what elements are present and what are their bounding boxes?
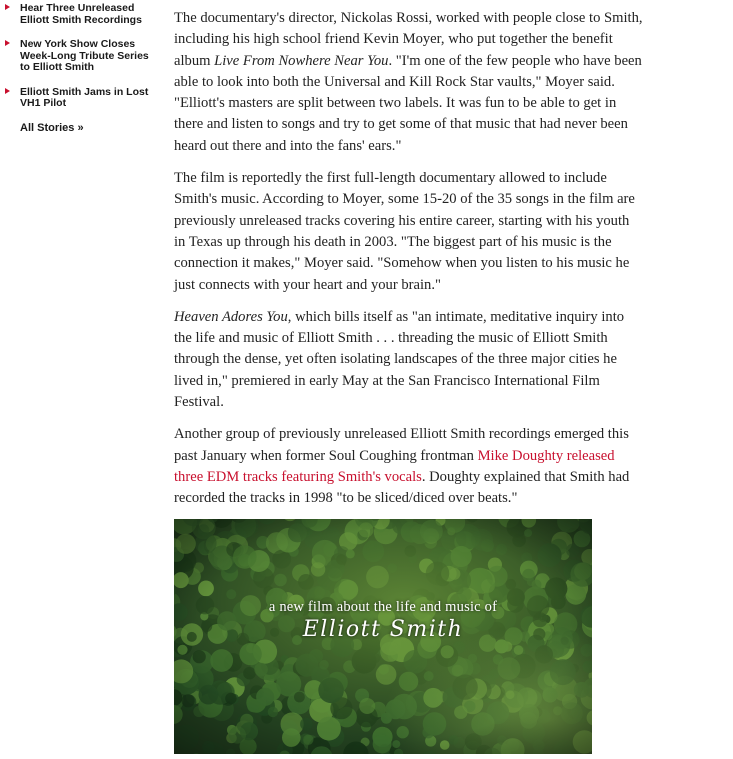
related-story-item[interactable] [0, 39, 150, 74]
trailer-video-player[interactable] [174, 519, 592, 754]
all-stories-link[interactable]: All Stories » [20, 121, 84, 134]
related-story-item[interactable] [0, 3, 150, 26]
related-story-title[interactable]: Hear Three Unreleased Elliott Smith Recordings [20, 2, 142, 26]
video-caption-title: Elliott Smith [302, 617, 464, 642]
related-stories-list [0, 3, 150, 110]
related-story-title[interactable]: Elliott Smith Jams in Lost VH1 Pilot [20, 85, 149, 109]
triangle-bullet-icon [5, 4, 10, 10]
triangle-bullet-icon [5, 88, 10, 94]
mike-doughty-link[interactable]: Mike Doughty released three EDM tracks featuring Smith's vocals [174, 447, 615, 485]
album-title: Live From Nowhere Near You [214, 52, 389, 69]
related-stories-sidebar [0, 0, 150, 134]
related-story-title[interactable]: New York Show Closes Week-Long Tribute Series to Elliott Smith [20, 38, 149, 73]
triangle-bullet-icon [5, 40, 10, 46]
related-story-item[interactable] [0, 87, 150, 110]
article-paragraph: The film is reportedly the first full-length documentary allowed to include Smith's music. According to Moyer, some 15-20 of the 35 songs in the film are previously unreleased tracks covering his entire career, starting with his youth in Texas up through his death in 2003. "The biggest part of his music is the connection it makes," Moyer said. "Somehow when you listen to his music he just connects with your heart and your brain." [174, 170, 635, 293]
article-paragraph: Heaven Adores You, which bills itself as "an intimate, meditative inquiry into the life and music of Elliott Smith . . . threading the music of Elliott Smith through the dense, yet often isolating landscapes of the three major cities he lived in," premiered in early May at the San Francisco International Film Festival. [174, 308, 625, 411]
article-body [174, 8, 644, 553]
video-caption-tagline: a new film about the life and music of [268, 599, 498, 615]
film-title: Heaven Adores You [174, 308, 288, 325]
article-paragraph: The documentary's director, Nickolas Rossi, worked with people close to Smith, including his high school friend Kevin Moyer, who put together the benefit album Live From Nowhere Near You. "I'm one of the few people who have been able to look into both the Universal and Kill Rock Star vaults," Moyer said. "Elliott's masters are split between two labels. It was fun to be able to get in there and listen to songs and try to get some of that music that had never been heard out there and into the fans' ears." [174, 10, 643, 154]
article-paragraph: Another group of previously unreleased Elliott Smith recordings emerged this past January when former Soul Coughing frontman Mike Doughty released three EDM tracks featuring Smith's vocals. Doughty explained that Smith had recorded the tracks in 1998 "to be sliced/diced over beats." [174, 426, 630, 507]
